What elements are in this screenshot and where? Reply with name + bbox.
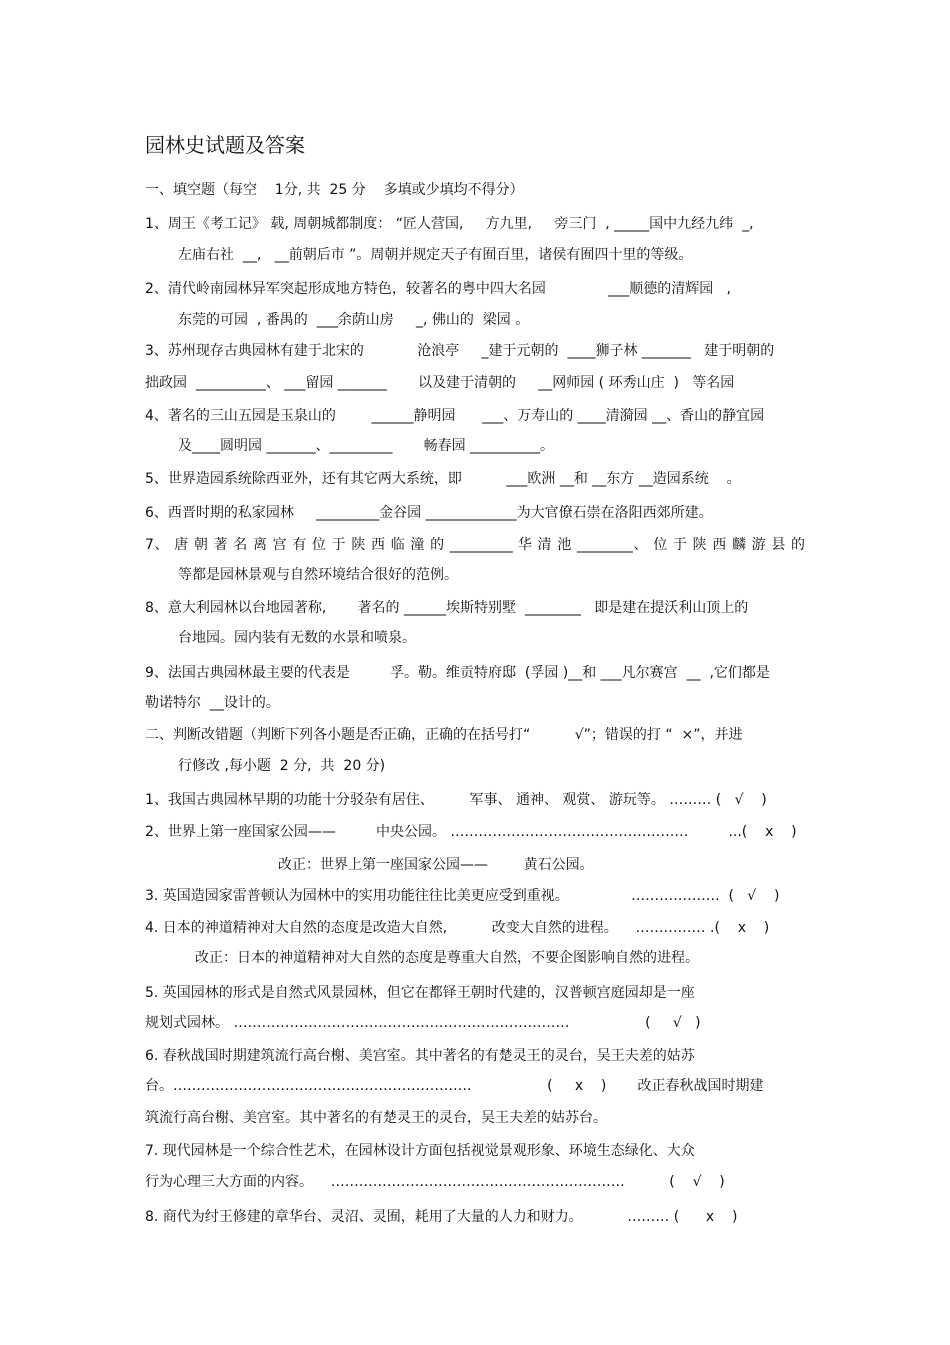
section-heading: 一、填空题（每空 1分, 共 25 分 多填或少填均不得分） (145, 182, 524, 198)
text-line: 8. 商代为纣王修建的章华台、灵沼、灵囿，耗用了大量的人力和财力。 ……… ( x ) (145, 1209, 738, 1225)
correction-line: 改正：世界上第一座国家公园—— 黄石公园。 (278, 857, 594, 873)
text-line: 4、著名的三山五园是玉泉山的 ______静明园 ___、万寿山的 ____清漪园 __、香山的静宜园 (145, 408, 765, 424)
text-line: 左庙右社 __, __前朝后市 ”。周朝并规定天子有囿百里，诸侯有囿四十里的等级。 (178, 247, 693, 263)
text-line: 4. 日本的神道精神对大自然的态度是改造大自然, 改变大自然的进程。 …………… .( x ) (145, 920, 770, 936)
text-line: 2、世界上第一座国家公园—— 中央公园。 …………………………………………… ...( x ) (145, 824, 797, 840)
text-line: 东莞的可园 , 番禺的 ___余荫山房 _, 佛山的 梁园 。 (178, 312, 530, 328)
text-line: 行为心理三大方面的内容。 ……………………………………………………… ( √ ) (145, 1174, 725, 1190)
text-line: 规划式园林。 ……………………………………………………………… ( √ ) (145, 1015, 701, 1031)
text-line: 3. 英国造园家雷普顿认为园林中的实用功能往往比美更应受到重视。 ………………. ( √ ) (145, 888, 780, 904)
text-line: 等都是园林景观与自然环境结合很好的范例。 (178, 567, 458, 583)
text-line: 7. 现代园林是一个综合性艺术，在园林设计方面包括视觉景观形象、环境生态绿化、大众 (145, 1143, 695, 1159)
text-line: 2、清代岭南园林异军突起形成地方特色，较著名的粤中四大名园 ___顺德的清辉园 , (145, 281, 732, 297)
section-heading: 二、判断改错题（判断下列各小题是否正确，正确的在括号打“ √”；错误的打 “ ×”，并进 (145, 727, 743, 743)
text-line: 台地园。园内装有无数的水景和喷泉。 (178, 630, 416, 646)
text-line: 及____圆明园 _______、_________ 畅春园 __________。 (178, 438, 555, 454)
text-line: 1、我国古典园林早期的功能十分驳杂有居住、 军事、 通神、 观赏、 游玩等。 ……… ( √ ) (145, 792, 767, 808)
text-line: 6、西晋时期的私家园林 _________金谷园 _____________为大官僚石崇在洛阳西郊所建。 (145, 505, 713, 521)
text-line: 6. 春秋战国时期建筑流行高台榭、美宫室。其中著名的有楚灵王的灵台，吴王夫差的姑苏 (145, 1048, 695, 1064)
text-line: 5、世界造园系统除西亚外，还有其它两大系统，即 ___欧洲 __和 __东方 __造园系统 。 (145, 471, 741, 487)
text-line: 5. 英国园林的形式是自然式风景园林，但它在都铎王朝时代建的，汉普顿宫庭园却是一座 (145, 985, 695, 1001)
text-line: 台。………………………………………………………. ( x ) 改正春秋战国时期建 (145, 1078, 764, 1094)
document-title: 园林史试题及答案 (145, 133, 305, 157)
correction-line: 改正：日本的神道精神对大自然的态度是尊重大自然，不要企图影响自然的进程。 (195, 950, 699, 966)
text-line: 拙政园 __________、 ___留园 _______ 以及建于清朝的 __网师园 ( 环秀山庄 ) 等名园 (145, 375, 735, 391)
text-line: 行修改 ,每小题 2 分, 共 20 分) (178, 758, 386, 774)
text-line: 9、法国古典园林最主要的代表是 孚。勒。维贡特府邸 (孚园 )__和 ___凡尔赛宫 __ ,它们都是 (145, 665, 770, 681)
text-line: 勒诺特尔 __设计的。 (145, 695, 280, 711)
text-line: 8、意大利园林以台地园著称, 著名的 ______埃斯特别墅 ________ 即是建在提沃利山顶上的 (145, 600, 749, 616)
text-line: 1、周王《考工记》 载, 周朝城都制度： “匠人营国, 方九里, 旁三门 , _____国中九经九纬 _, (145, 216, 754, 232)
text-line: 3、苏州现存古典园林有建于北宋的 沧浪亭 _建于元朝的 ____狮子林 _______ 建于明朝的 (145, 343, 775, 359)
text-line: 7、 唐 朝 著 名 离 宫 有 位 于 陕 西 临 潼 的 _________ 华 清 池 ________、 位 于 陕 西 麟 游 县 的 (145, 537, 805, 553)
text-line: 筑流行高台榭、美宫室。其中著名的有楚灵王的灵台，吴王夫差的姑苏台。 (145, 1110, 607, 1126)
